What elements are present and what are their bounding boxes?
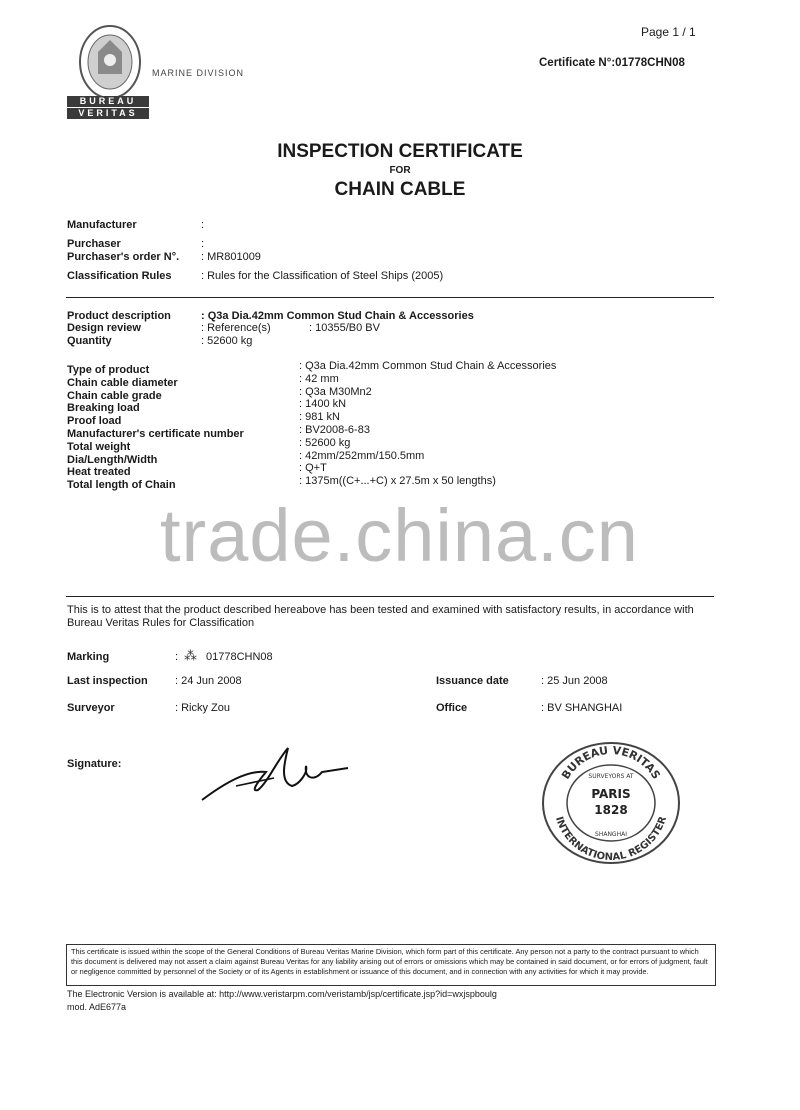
quantity-value: : 52600 kg xyxy=(201,335,253,347)
svg-text:INTERNATIONAL REGISTER xyxy=(553,815,669,863)
classification-rules-label: Classification Rules xyxy=(67,270,172,282)
page-number: Page 1 / 1 xyxy=(641,25,696,39)
disclaimer-box: This certificate is issued within the scope of the General Conditions of Bureau Veritas Marine Division, which form part of this certificate. Any person not a party to the contract pursuant to which this document is delivered may not assert a claim against Bureau Veritas for any liability arising out of errors or omissions which may be contained in said document, or for errors of judgment, fault or negligence committed by personnel of the Society or of its Agents in establishment or issuance of this document, and in connection with any activities for which it may provide. xyxy=(66,944,716,986)
spec-value: : 1375m((C+...+C) x 27.5m x 50 lengths) xyxy=(299,475,496,488)
last-inspection-value: : 24 Jun 2008 xyxy=(175,675,242,687)
purchaser-value: : xyxy=(201,238,205,250)
attestation-text: This is to attest that the product described hereabove has been tested and examined with satisfactory results, in accordance with Bureau Veritas Rules for Classification xyxy=(67,604,694,629)
surveyor-value: : Ricky Zou xyxy=(175,702,231,714)
spec-row xyxy=(67,475,717,492)
spec-value: : Q3a M30Mn2 xyxy=(299,385,372,398)
spec-value: : 42mm/252mm/150.5mm xyxy=(299,449,425,462)
spec-row xyxy=(67,385,717,402)
spec-value: : 42 mm xyxy=(299,372,339,385)
specs-list xyxy=(67,360,717,492)
spec-row xyxy=(67,398,717,415)
spec-value: : 981 kN xyxy=(299,411,340,424)
marking-label: Marking xyxy=(67,651,110,663)
spec-row xyxy=(67,423,717,440)
spec-value: : BV2008-6-83 xyxy=(299,423,370,436)
product-description-value: : Q3a Dia.42mm Common Stud Chain & Accessories xyxy=(201,310,474,322)
division-label: MARINE DIVISION xyxy=(152,68,245,78)
office-value: : BV SHANGHAI xyxy=(541,702,623,714)
electronic-version-link[interactable]: The Electronic Version is available at: http://www.veristarpm.com/veristamb/jsp/certificate.jsp?id=wxjspboulg xyxy=(67,989,497,999)
spec-value: : Q+T xyxy=(299,462,327,475)
spec-label: Dia/Length/Width xyxy=(67,453,158,466)
divider-middle xyxy=(66,596,714,597)
spec-label: Manufacturer's certificate number xyxy=(67,427,244,440)
spec-label: Chain cable grade xyxy=(67,389,162,402)
manufacturer-value: : xyxy=(201,219,205,231)
logo-text-top: BUREAU xyxy=(67,96,149,107)
form-code: mod. AdE677a xyxy=(67,1002,127,1012)
spec-row xyxy=(67,449,717,466)
watermark: trade.china.cn xyxy=(160,494,639,577)
design-review-value: : Reference(s) xyxy=(201,322,271,334)
logo-text-bottom: VERITAS xyxy=(67,108,149,119)
stamp-year: 1828 xyxy=(594,803,628,817)
stamp-inner-text: SURVEYORS AT xyxy=(588,773,634,780)
design-review-label: Design review xyxy=(67,322,141,334)
manufacturer-label: Manufacturer xyxy=(67,219,137,231)
office-label: Office xyxy=(436,702,468,714)
spec-row xyxy=(67,372,717,389)
stamp-city: PARIS xyxy=(591,787,631,801)
spec-row xyxy=(67,462,717,479)
issuance-date-value: : 25 Jun 2008 xyxy=(541,675,608,687)
order-number-label: Purchaser's order N°. xyxy=(67,251,180,263)
design-review-reference: : 10355/B0 BV xyxy=(309,322,380,334)
spec-row xyxy=(67,411,717,428)
spec-row xyxy=(67,436,717,453)
stamp-bottom-text: INTERNATIONAL REGISTER xyxy=(553,815,670,864)
stamp-top-text: BUREAU VERITAS xyxy=(559,743,663,782)
spec-label: Proof load xyxy=(67,415,122,428)
product-description-label: Product description xyxy=(67,310,171,322)
spec-label: Breaking load xyxy=(67,402,140,415)
order-number-value: : MR801009 xyxy=(201,251,261,263)
purchaser-label: Purchaser xyxy=(67,238,121,250)
marking-colon: : xyxy=(175,651,179,663)
title-inspection: INSPECTION CERTIFICATE xyxy=(277,141,523,162)
logo xyxy=(68,22,152,122)
spec-label: Type of product xyxy=(67,364,150,376)
spec-value: : Q3a Dia.42mm Common Stud Chain & Accessories xyxy=(299,360,557,372)
spec-value: : 52600 kg xyxy=(299,436,351,449)
last-inspection-label: Last inspection xyxy=(67,675,148,687)
title-for: FOR xyxy=(389,165,411,176)
surveyor-label: Surveyor xyxy=(67,702,115,714)
spec-label: Chain cable diameter xyxy=(67,376,178,389)
stamp-bottom-inner: SHANGHAI xyxy=(595,831,627,838)
spec-value: : 1400 kN xyxy=(299,398,347,411)
certificate-number: Certificate N°:01778CHN08 xyxy=(539,57,685,69)
spec-label: Total weight xyxy=(67,440,131,453)
bureau-veritas-seal-icon xyxy=(68,22,152,122)
spec-label: Total length of Chain xyxy=(67,479,176,492)
spec-row xyxy=(67,360,717,376)
marking-value: 01778CHN08 xyxy=(206,651,273,663)
divider-top xyxy=(66,297,714,298)
bureau-veritas-stamp-icon xyxy=(540,740,682,866)
signature-icon xyxy=(196,742,356,808)
spec-label: Heat treated xyxy=(67,466,131,479)
quantity-label: Quantity xyxy=(67,335,112,347)
title-chain-cable: CHAIN CABLE xyxy=(334,179,466,200)
issuance-date-label: Issuance date xyxy=(436,675,509,687)
signature-label: Signature: xyxy=(67,758,122,770)
bv-mark-icon: ⁂ xyxy=(184,648,197,663)
classification-rules-value: : Rules for the Classification of Steel Ships (2005) xyxy=(201,270,444,282)
